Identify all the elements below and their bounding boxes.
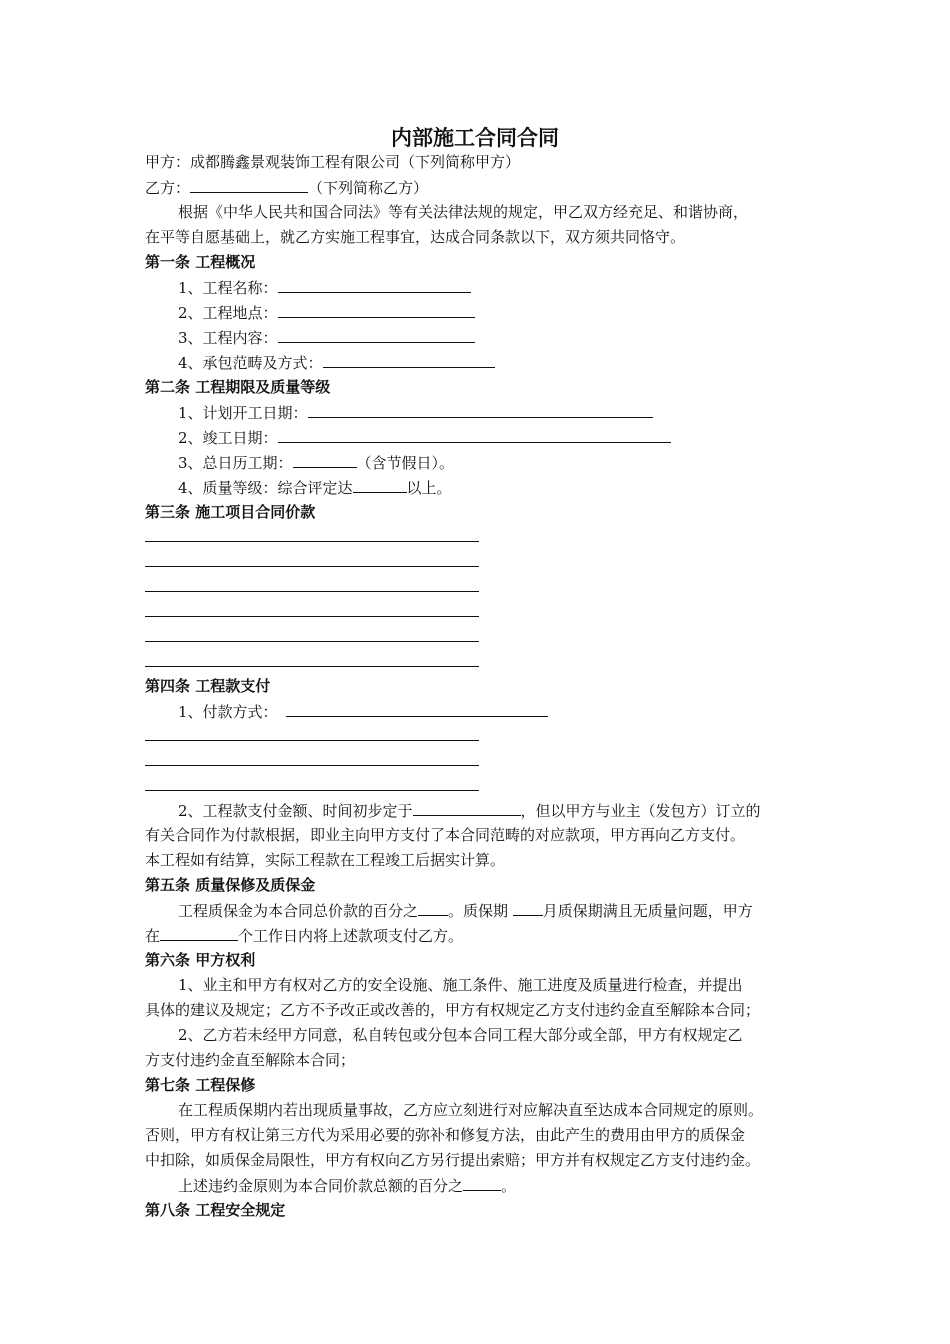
item-label: 1、付款方式： <box>178 703 278 721</box>
text: 。质保期 <box>448 902 513 920</box>
party-b-suffix: （下列简称乙方） <box>308 179 429 197</box>
article-1-item-4 <box>178 352 495 373</box>
blank-line <box>145 541 479 542</box>
blank <box>463 1175 501 1191</box>
blank <box>160 925 238 941</box>
article-1-item-1 <box>178 277 471 298</box>
item-label: 3、总日历工期： <box>178 454 293 472</box>
text: 工程质保金为本合同总价款的百分之 <box>178 902 419 920</box>
article-5-heading: 第五条 质量保修及质保金 <box>145 876 316 894</box>
article-8-heading: 第八条 工程安全规定 <box>145 1201 286 1219</box>
intro-line-1: 根据《中华人民共和国合同法》等有关法律法规的规定，甲乙双方经充足、和谐协商， <box>178 203 749 221</box>
blank-line <box>145 566 479 567</box>
article-2-heading: 第二条 工程期限及质量等级 <box>145 378 331 396</box>
blank <box>413 800 521 816</box>
article-2-item-3 <box>178 452 454 473</box>
article-7-line-3: 中扣除，如质保金局限性，甲方有权向乙方另行提出索赔；甲方并有权规定乙方支付违约金。 <box>145 1151 761 1169</box>
item-suffix: 以上。 <box>406 479 452 497</box>
blank <box>513 900 543 916</box>
article-6-heading: 第六条 甲方权利 <box>145 951 256 969</box>
item-label: 4、承包范畴及方式： <box>178 354 323 372</box>
blank-line <box>145 790 479 791</box>
article-2-item-4 <box>178 477 452 498</box>
item-label: 2、工程地点： <box>178 304 278 322</box>
article-5-line-2 <box>145 925 463 946</box>
text: 在 <box>145 927 161 945</box>
article-7-line-4 <box>178 1175 516 1196</box>
article-4-item-2-line-1 <box>178 800 761 821</box>
blank <box>278 427 671 443</box>
article-3-heading: 第三条 施工项目合同价款 <box>145 503 316 521</box>
article-7-heading: 第七条 工程保修 <box>145 1076 256 1094</box>
blank <box>278 277 471 293</box>
party-b-blank <box>190 177 308 193</box>
document-title: 内部施工合同合同 <box>391 126 559 150</box>
text: 月质保期满且无质量问题，甲方 <box>542 902 753 920</box>
text: 上述违约金原则为本合同价款总额的百分之 <box>178 1177 464 1195</box>
blank <box>308 402 653 418</box>
article-2-item-2 <box>178 427 671 448</box>
article-6-item-1-line-2: 具体的建议及规定；乙方不予改正或改善的，甲方有权规定乙方支付违约金直至解除本合同； <box>145 1001 761 1019</box>
item-suffix: （含节假日）。 <box>356 454 455 472</box>
blank-line <box>145 616 479 617</box>
article-1-heading: 第一条 工程概况 <box>145 253 256 271</box>
blank <box>323 352 495 368</box>
blank <box>418 900 448 916</box>
article-6-item-1-line-1: 1、业主和甲方有权对乙方的安全设施、施工条件、施工进度及质量进行检查，并提出 <box>178 976 743 994</box>
blank-line <box>145 591 479 592</box>
article-4-item-2-line-2: 有关合同作为付款根据，即业主向甲方支付了本合同范畴的对应款项，甲方再向乙方支付。 <box>145 826 746 844</box>
blank-line <box>145 641 479 642</box>
blank <box>278 302 475 318</box>
article-5-line-1 <box>178 900 753 921</box>
article-4-heading: 第四条 工程款支付 <box>145 677 271 695</box>
blank-line <box>145 740 479 741</box>
intro-line-2: 在平等自愿基础上，就乙方实施工程事宜，达成合同条款以下，双方须共同恪守。 <box>145 228 686 246</box>
article-6-item-2-line-2: 方支付违约金直至解除本合同； <box>145 1051 356 1069</box>
item-label: 1、工程名称： <box>178 279 278 297</box>
item-suffix: ，但以甲方与业主（发包方）订立的 <box>520 802 761 820</box>
blank <box>286 701 548 717</box>
article-6-item-2-line-1: 2、乙方若未经甲方同意，私自转包或分包本合同工程大部分或全部，甲方有权规定乙 <box>178 1026 743 1044</box>
blank <box>293 452 357 468</box>
item-label: 3、工程内容： <box>178 329 278 347</box>
article-4-item-2-line-3: 本工程如有结算，实际工程款在工程竣工后据实计算。 <box>145 851 506 869</box>
blank-line <box>145 765 479 766</box>
party-a-line: 甲方：成都腾鑫景观装饰工程有限公司（下列简称甲方） <box>145 153 521 171</box>
blank <box>353 477 407 493</box>
item-label: 1、计划开工日期： <box>178 404 308 422</box>
blank <box>278 327 475 343</box>
article-7-line-2: 否则，甲方有权让第三方代为采用必要的弥补和修复方法，由此产生的费用由甲方的质保金 <box>145 1126 746 1144</box>
article-1-item-2 <box>178 302 475 323</box>
article-7-line-1: 在工程质保期内若出现质量事故，乙方应立刻进行对应解决直至达成本合同规定的原则。 <box>178 1101 764 1119</box>
item-label: 4、质量等级：综合评定达 <box>178 479 353 497</box>
text: 。 <box>501 1177 517 1195</box>
blank-line <box>145 666 479 667</box>
item-label: 2、竣工日期： <box>178 429 278 447</box>
party-b-line <box>145 177 428 198</box>
item-label: 2、工程款支付金额、时间初步定于 <box>178 802 413 820</box>
party-b-label: 乙方： <box>145 179 191 197</box>
article-2-item-1 <box>178 402 653 423</box>
text: 个工作日内将上述款项支付乙方。 <box>238 927 464 945</box>
article-4-item-1 <box>178 701 548 722</box>
article-1-item-3 <box>178 327 475 348</box>
